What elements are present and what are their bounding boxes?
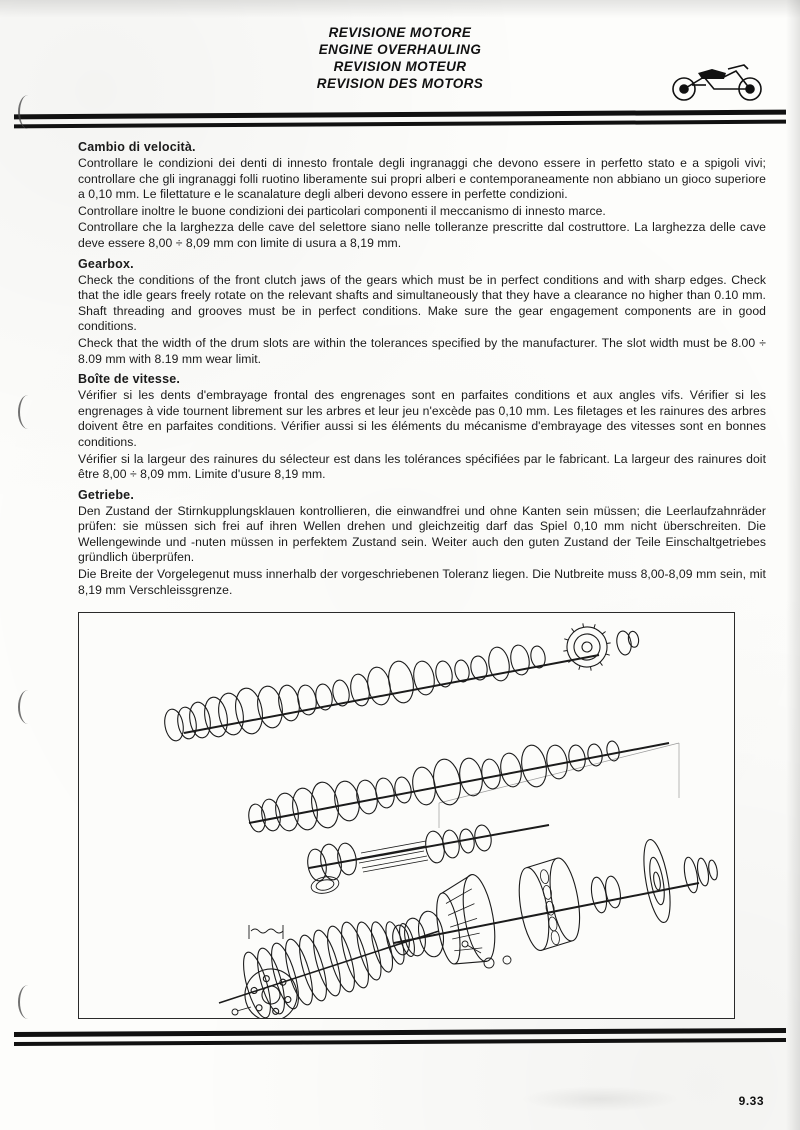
section-paragraph: Controllare che la larghezza delle cave del selettore siano nelle tolleranze prescritte dal costruttore. La larghezza delle cave deve essere 8,00 ÷ 8,09 mm con limite di usura a 8,19 mm. <box>78 220 766 250</box>
binder-hole-mark <box>18 395 38 429</box>
header-title-french: REVISION MOTEUR <box>333 59 467 74</box>
section-paragraph: Check the conditions of the front clutch jaws of the gears which must be in perfect conditions and with sharp edges. Check that the idle gears freely rotate on the relevant shafts and simultaneously that they have a clearance no higher than 0.10 mm. Shaft threading and grooves must be in perfect conditions. Make sure the gear engagement components are in good conditions. <box>78 272 766 334</box>
section-gearbox-french <box>78 372 766 483</box>
page-edge-shadow-right <box>786 0 800 1130</box>
section-paragraph: Den Zustand der Stirnkupplungsklauen kontrollieren, die einwandfrei und ohne Kanten sein müssen; die Leerlaufzahnräder prüfen: sie müssen sich frei auf ihren Wellen drehen und gleichzeitig darf das Spiel 0,10 mm nicht überschreiten. Die Wellengewinde und -nuten müssen in perfektem Zustand sein. Weiter auch den guten Zustand der Teile Einschaltgetriebes gründlich überprüfen. <box>78 503 766 565</box>
section-heading: Boîte de vitesse. <box>78 372 181 387</box>
page-smudge <box>520 1086 680 1112</box>
exploded-view-figure <box>78 612 735 1019</box>
footer-divider-rule <box>14 1030 786 1046</box>
binder-hole-mark <box>18 690 38 724</box>
section-gearbox-german <box>78 488 766 599</box>
header-title-italian: REVISIONE MOTORE <box>328 25 472 40</box>
page-edge-shadow-top <box>0 0 800 18</box>
header-title-english: ENGINE OVERHAULING <box>318 42 482 57</box>
section-paragraph: Controllare inoltre le buone condizioni dei particolari componenti il meccanismo di innesto marce. <box>78 203 606 218</box>
section-paragraph: Vérifier si la largeur des rainures du sélecteur est dans les tolérances spécifiées par le fabricant. La largeur des rainures doit être 8,00 ÷ 8,09 mm. Limite d'usure 8,19 mm. <box>78 451 766 482</box>
page-number: 9.33 <box>738 1094 764 1108</box>
section-paragraph: Die Breite der Vorgelegenut muss innerhalb der vorgeschriebenen Toleranz liegen. Die Nutbreite muss 8,00-8,09 mm sein, mit 8,19 mm Verschleissgrenze. <box>78 567 766 597</box>
header-title-german: REVISION DES MOTORS <box>316 76 484 91</box>
header-divider-rule <box>14 112 786 128</box>
section-gearbox-italian <box>78 140 766 252</box>
section-heading: Getriebe. <box>78 487 134 502</box>
binder-hole-mark <box>18 95 38 129</box>
motorcycle-icon <box>662 55 772 103</box>
section-paragraph: Controllare le condizioni dei denti di innesto frontale degli ingranaggi che devono essere in perfetto stato e a spigoli vivi; controllare che gli ingranaggi folli ruotino liberamente sui propri alberi e contemporaneamente non abbiano un gioco superiore a 0,10 mm. Le filettature e le scanalature degli alberi devono essere in perfette condizioni. <box>78 156 766 202</box>
page-content <box>78 140 766 603</box>
section-paragraph: Check that the width of the drum slots are within the tolerances specified by the manufacturer. The slot width must be 8.00 ÷ 8.09 mm with 8.19 mm wear limit. <box>78 335 766 366</box>
section-heading: Gearbox. <box>78 256 134 271</box>
section-heading: Cambio di velocità. <box>78 140 196 154</box>
section-paragraph: Vérifier si les dents d'embrayage frontal des engrenages sont en parfaites conditions et aux angles vifs. Vérifier si les engrenages à vide tournent librement sur les arbres et leur jeu n'excède pas 0,10 mm. Les filetages et les rainures des arbres doivent être en parfaites conditions. Vérifier aussi si les éléments du mécanisme d'embrayage des vitesses sont en bonnes conditions. <box>78 388 766 449</box>
binder-hole-mark <box>18 985 38 1019</box>
section-gearbox-english <box>78 257 766 368</box>
